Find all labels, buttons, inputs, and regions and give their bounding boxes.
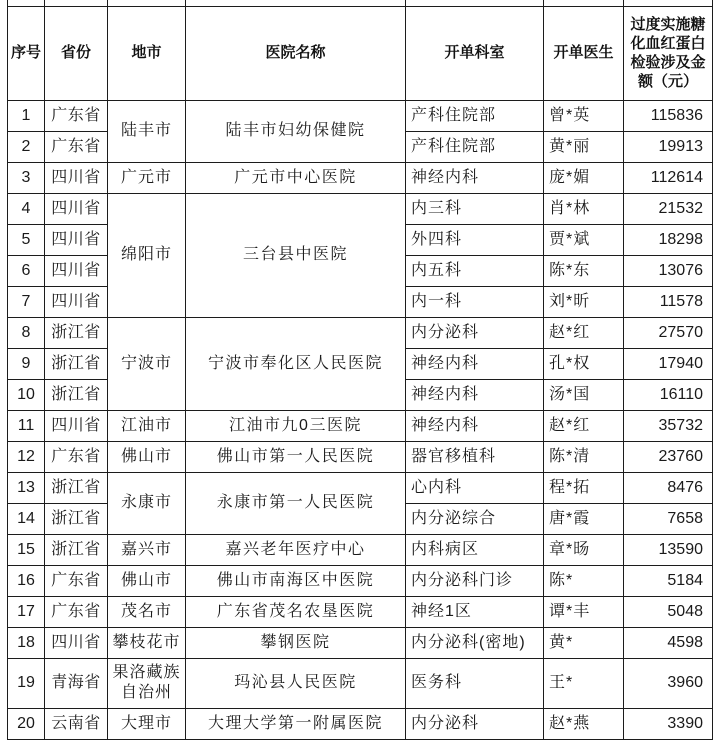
table-body: [8, 100, 713, 739]
cell-dept: 心内科: [406, 472, 544, 503]
cell-amount: 112614: [624, 162, 713, 193]
cell-no: 4: [8, 193, 45, 224]
cell-city: 嘉兴市: [108, 534, 186, 565]
cell-dept: 内分泌科门诊: [406, 565, 544, 596]
cell-dept: 神经内科: [406, 162, 544, 193]
header-row: [8, 6, 713, 100]
cell-no: 5: [8, 224, 45, 255]
cell-amount: 19913: [624, 131, 713, 162]
table-row: [8, 441, 713, 472]
cell-dept: 内科病区: [406, 534, 544, 565]
table-row: [8, 410, 713, 441]
cell-hospital: 佛山市南海区中医院: [186, 565, 406, 596]
cell-hospital: 玛沁县人民医院: [186, 658, 406, 708]
cell-province: 广东省: [45, 441, 108, 472]
cell-amount: 3390: [624, 708, 713, 739]
cell-dept: 器官移植科: [406, 441, 544, 472]
col-header-doctor: 开单医生: [544, 6, 624, 100]
cell-doctor: 赵*红: [544, 410, 624, 441]
col-header-amount: 过度实施糖化血红蛋白检验涉及金额（元）: [624, 6, 713, 100]
cell-dept: 内分泌科: [406, 708, 544, 739]
cell-city: 佛山市: [108, 565, 186, 596]
cell-hospital: 佛山市第一人民医院: [186, 441, 406, 472]
cell-city: 茂名市: [108, 596, 186, 627]
cell-dept: 外四科: [406, 224, 544, 255]
cell-dept: 医务科: [406, 658, 544, 708]
cell-amount: 17940: [624, 348, 713, 379]
cell-dept: 神经内科: [406, 348, 544, 379]
cell-dept: 神经内科: [406, 379, 544, 410]
cell-hospital: 永康市第一人民医院: [186, 472, 406, 534]
cell-dept: 产科住院部: [406, 100, 544, 131]
col-header-province: 省份: [45, 6, 108, 100]
cell-dept: 内五科: [406, 255, 544, 286]
cell-no: 11: [8, 410, 45, 441]
cell-province: 浙江省: [45, 317, 108, 348]
cell-doctor: 陈*清: [544, 441, 624, 472]
cell-doctor: 赵*燕: [544, 708, 624, 739]
table-row: [8, 317, 713, 348]
cell-province: 四川省: [45, 255, 108, 286]
table-row: [8, 472, 713, 503]
cell-no: 19: [8, 658, 45, 708]
hospital-audit-table: [7, 0, 713, 740]
cell-province: 青海省: [45, 658, 108, 708]
cell-city: 绵阳市: [108, 193, 186, 317]
cell-city: 宁波市: [108, 317, 186, 410]
cell-dept: 内分泌科: [406, 317, 544, 348]
cell-dept: 神经1区: [406, 596, 544, 627]
cell-province: 浙江省: [45, 379, 108, 410]
cell-hospital: 大理大学第一附属医院: [186, 708, 406, 739]
cell-province: 四川省: [45, 193, 108, 224]
cell-amount: 3960: [624, 658, 713, 708]
cell-doctor: 庞*媚: [544, 162, 624, 193]
cell-no: 2: [8, 131, 45, 162]
cell-province: 四川省: [45, 286, 108, 317]
cell-doctor: 陈*: [544, 565, 624, 596]
cell-province: 四川省: [45, 224, 108, 255]
cell-hospital: 嘉兴老年医疗中心: [186, 534, 406, 565]
cell-dept: 产科住院部: [406, 131, 544, 162]
cell-doctor: 贾*斌: [544, 224, 624, 255]
table-row: [8, 596, 713, 627]
cell-doctor: 赵*红: [544, 317, 624, 348]
cell-no: 18: [8, 627, 45, 658]
cell-amount: 18298: [624, 224, 713, 255]
cell-amount: 21532: [624, 193, 713, 224]
cell-city: 果洛藏族自治州: [108, 658, 186, 708]
cell-dept: 内分泌综合: [406, 503, 544, 534]
cell-city: 江油市: [108, 410, 186, 441]
cell-amount: 115836: [624, 100, 713, 131]
cell-province: 四川省: [45, 410, 108, 441]
cell-city: 陆丰市: [108, 100, 186, 162]
cell-amount: 23760: [624, 441, 713, 472]
cell-amount: 13076: [624, 255, 713, 286]
cell-province: 广东省: [45, 596, 108, 627]
cell-province: 浙江省: [45, 503, 108, 534]
cell-doctor: 谭*丰: [544, 596, 624, 627]
cell-amount: 8476: [624, 472, 713, 503]
cell-hospital: 攀钢医院: [186, 627, 406, 658]
cell-doctor: 曾*英: [544, 100, 624, 131]
cell-amount: 11578: [624, 286, 713, 317]
cell-hospital: 江油市九0三医院: [186, 410, 406, 441]
col-header-no: 序号: [8, 6, 45, 100]
cell-province: 浙江省: [45, 534, 108, 565]
col-header-city: 地市: [108, 6, 186, 100]
table-row: [8, 100, 713, 131]
cell-city: 佛山市: [108, 441, 186, 472]
cell-no: 14: [8, 503, 45, 534]
cell-doctor: 唐*霞: [544, 503, 624, 534]
table-row: [8, 193, 713, 224]
cell-dept: 内分泌科(密地): [406, 627, 544, 658]
cell-city: 攀枝花市: [108, 627, 186, 658]
cell-province: 浙江省: [45, 472, 108, 503]
cell-province: 浙江省: [45, 348, 108, 379]
cell-doctor: 孔*权: [544, 348, 624, 379]
cell-hospital: 宁波市奉化区人民医院: [186, 317, 406, 410]
table-row: [8, 708, 713, 739]
cell-no: 15: [8, 534, 45, 565]
cell-doctor: 肖*林: [544, 193, 624, 224]
cell-province: 广东省: [45, 565, 108, 596]
cell-hospital: 三台县中医院: [186, 193, 406, 317]
cell-doctor: 章*旸: [544, 534, 624, 565]
cell-province: 广东省: [45, 131, 108, 162]
cell-city: 广元市: [108, 162, 186, 193]
cell-no: 16: [8, 565, 45, 596]
cell-no: 10: [8, 379, 45, 410]
cell-doctor: 刘*昕: [544, 286, 624, 317]
cell-no: 13: [8, 472, 45, 503]
cell-no: 20: [8, 708, 45, 739]
cell-dept: 内三科: [406, 193, 544, 224]
cell-doctor: 汤*国: [544, 379, 624, 410]
table-row: [8, 627, 713, 658]
cell-doctor: 程*拓: [544, 472, 624, 503]
cell-province: 四川省: [45, 627, 108, 658]
cell-amount: 27570: [624, 317, 713, 348]
cell-province: 云南省: [45, 708, 108, 739]
cell-city: 大理市: [108, 708, 186, 739]
cell-no: 7: [8, 286, 45, 317]
cell-doctor: 黄*丽: [544, 131, 624, 162]
cell-doctor: 黄*: [544, 627, 624, 658]
table-row: [8, 162, 713, 193]
table-row: [8, 658, 713, 708]
cell-hospital: 广元市中心医院: [186, 162, 406, 193]
cell-doctor: 陈*东: [544, 255, 624, 286]
cell-amount: 5048: [624, 596, 713, 627]
cell-province: 四川省: [45, 162, 108, 193]
cell-no: 17: [8, 596, 45, 627]
cell-no: 8: [8, 317, 45, 348]
col-header-dept: 开单科室: [406, 6, 544, 100]
col-header-hospital: 医院名称: [186, 6, 406, 100]
table-row: [8, 565, 713, 596]
cell-amount: 16110: [624, 379, 713, 410]
cell-dept: 神经内科: [406, 410, 544, 441]
cell-no: 6: [8, 255, 45, 286]
cell-amount: 13590: [624, 534, 713, 565]
cell-city: 永康市: [108, 472, 186, 534]
cell-no: 1: [8, 100, 45, 131]
cell-hospital: 广东省茂名农垦医院: [186, 596, 406, 627]
cell-amount: 5184: [624, 565, 713, 596]
cell-amount: 7658: [624, 503, 713, 534]
cell-doctor: 王*: [544, 658, 624, 708]
cell-amount: 4598: [624, 627, 713, 658]
cell-province: 广东省: [45, 100, 108, 131]
cell-no: 3: [8, 162, 45, 193]
cell-hospital: 陆丰市妇幼保健院: [186, 100, 406, 162]
cell-no: 12: [8, 441, 45, 472]
table-row: [8, 534, 713, 565]
cell-no: 9: [8, 348, 45, 379]
cell-amount: 35732: [624, 410, 713, 441]
cell-dept: 内一科: [406, 286, 544, 317]
